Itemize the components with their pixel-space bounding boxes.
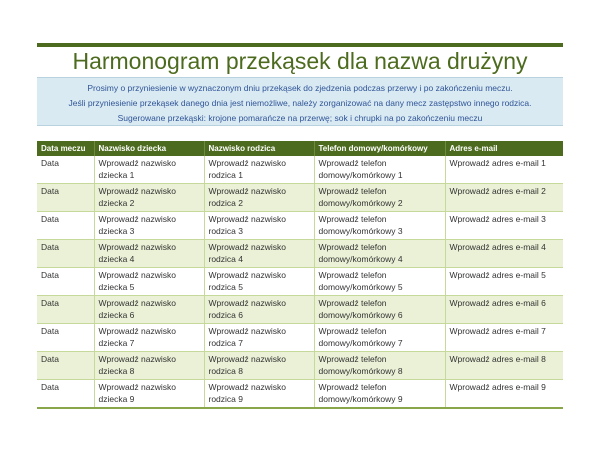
cell-match-date[interactable]: Data bbox=[37, 212, 94, 240]
cell-email[interactable]: Wprowadź adres e-mail 9 bbox=[445, 380, 563, 409]
cell-parent-name[interactable]: Wprowadź nazwisko rodzica 4 bbox=[204, 240, 314, 268]
table-row bbox=[37, 156, 563, 184]
instructions-box bbox=[37, 77, 563, 126]
table-row bbox=[37, 184, 563, 212]
cell-email[interactable]: Wprowadź adres e-mail 6 bbox=[445, 296, 563, 324]
cell-parent-name[interactable]: Wprowadź nazwisko rodzica 5 bbox=[204, 268, 314, 296]
cell-match-date[interactable]: Data bbox=[37, 380, 94, 409]
cell-email[interactable]: Wprowadź adres e-mail 7 bbox=[445, 324, 563, 352]
instructions-line-1: Prosimy o przyniesienie w wyznaczonym dniu przekąsek do zjedzenia podczas przerwy i po zakończeniu meczu. bbox=[87, 83, 513, 93]
cell-email[interactable]: Wprowadź adres e-mail 4 bbox=[445, 240, 563, 268]
header-child-name[interactable]: Nazwisko dziecka bbox=[94, 141, 204, 156]
cell-match-date[interactable]: Data bbox=[37, 324, 94, 352]
cell-email[interactable]: Wprowadź adres e-mail 8 bbox=[445, 352, 563, 380]
cell-match-date[interactable]: Data bbox=[37, 268, 94, 296]
table-row bbox=[37, 296, 563, 324]
cell-child-name[interactable]: Wprowadź nazwisko dziecka 5 bbox=[94, 268, 204, 296]
cell-match-date[interactable]: Data bbox=[37, 352, 94, 380]
cell-child-name[interactable]: Wprowadź nazwisko dziecka 2 bbox=[94, 184, 204, 212]
table-row bbox=[37, 212, 563, 240]
cell-phone[interactable]: Wprowadź telefon domowy/komórkowy 7 bbox=[314, 324, 445, 352]
cell-phone[interactable]: Wprowadź telefon domowy/komórkowy 6 bbox=[314, 296, 445, 324]
cell-parent-name[interactable]: Wprowadź nazwisko rodzica 7 bbox=[204, 324, 314, 352]
cell-child-name[interactable]: Wprowadź nazwisko dziecka 8 bbox=[94, 352, 204, 380]
cell-phone[interactable]: Wprowadź telefon domowy/komórkowy 2 bbox=[314, 184, 445, 212]
cell-parent-name[interactable]: Wprowadź nazwisko rodzica 2 bbox=[204, 184, 314, 212]
cell-match-date[interactable]: Data bbox=[37, 296, 94, 324]
cell-parent-name[interactable]: Wprowadź nazwisko rodzica 8 bbox=[204, 352, 314, 380]
cell-child-name[interactable]: Wprowadź nazwisko dziecka 4 bbox=[94, 240, 204, 268]
cell-parent-name[interactable]: Wprowadź nazwisko rodzica 1 bbox=[204, 156, 314, 184]
header-parent-name[interactable]: Nazwisko rodzica bbox=[204, 141, 314, 156]
page-title: Harmonogram przekąsek dla nazwa drużyny bbox=[72, 48, 528, 74]
cell-parent-name[interactable]: Wprowadź nazwisko rodzica 6 bbox=[204, 296, 314, 324]
cell-phone[interactable]: Wprowadź telefon domowy/komórkowy 8 bbox=[314, 352, 445, 380]
cell-child-name[interactable]: Wprowadź nazwisko dziecka 3 bbox=[94, 212, 204, 240]
header-match-date[interactable]: Data meczu bbox=[37, 141, 94, 156]
header-phone[interactable]: Telefon domowy/komórkowy bbox=[314, 141, 445, 156]
cell-match-date[interactable]: Data bbox=[37, 156, 94, 184]
cell-child-name[interactable]: Wprowadź nazwisko dziecka 6 bbox=[94, 296, 204, 324]
cell-parent-name[interactable]: Wprowadź nazwisko rodzica 9 bbox=[204, 380, 314, 409]
cell-match-date[interactable]: Data bbox=[37, 240, 94, 268]
table-header-row bbox=[37, 141, 563, 156]
table-row bbox=[37, 352, 563, 380]
table-row bbox=[37, 324, 563, 352]
cell-phone[interactable]: Wprowadź telefon domowy/komórkowy 1 bbox=[314, 156, 445, 184]
cell-phone[interactable]: Wprowadź telefon domowy/komórkowy 3 bbox=[314, 212, 445, 240]
instructions-line-2: Jeśli przyniesienie przekąsek danego dnia jest niemożliwe, należy zorganizować na dany mecz zastępstwo innego rodzica. bbox=[68, 98, 532, 108]
cell-phone[interactable]: Wprowadź telefon domowy/komórkowy 9 bbox=[314, 380, 445, 409]
instructions-line-3: Sugerowane przekąski: krojone pomarańcze na przerwę; sok i chrupki na po zakończeniu meczu bbox=[117, 113, 483, 123]
cell-email[interactable]: Wprowadź adres e-mail 2 bbox=[445, 184, 563, 212]
cell-parent-name[interactable]: Wprowadź nazwisko rodzica 3 bbox=[204, 212, 314, 240]
table-row bbox=[37, 268, 563, 296]
snack-schedule-table bbox=[37, 141, 563, 409]
cell-email[interactable]: Wprowadź adres e-mail 5 bbox=[445, 268, 563, 296]
cell-email[interactable]: Wprowadź adres e-mail 1 bbox=[445, 156, 563, 184]
cell-phone[interactable]: Wprowadź telefon domowy/komórkowy 4 bbox=[314, 240, 445, 268]
cell-email[interactable]: Wprowadź adres e-mail 3 bbox=[445, 212, 563, 240]
table-row bbox=[37, 380, 563, 409]
cell-child-name[interactable]: Wprowadź nazwisko dziecka 7 bbox=[94, 324, 204, 352]
cell-child-name[interactable]: Wprowadź nazwisko dziecka 1 bbox=[94, 156, 204, 184]
cell-match-date[interactable]: Data bbox=[37, 184, 94, 212]
cell-phone[interactable]: Wprowadź telefon domowy/komórkowy 5 bbox=[314, 268, 445, 296]
cell-child-name[interactable]: Wprowadź nazwisko dziecka 9 bbox=[94, 380, 204, 409]
header-email[interactable]: Adres e-mail bbox=[445, 141, 563, 156]
table-row bbox=[37, 240, 563, 268]
